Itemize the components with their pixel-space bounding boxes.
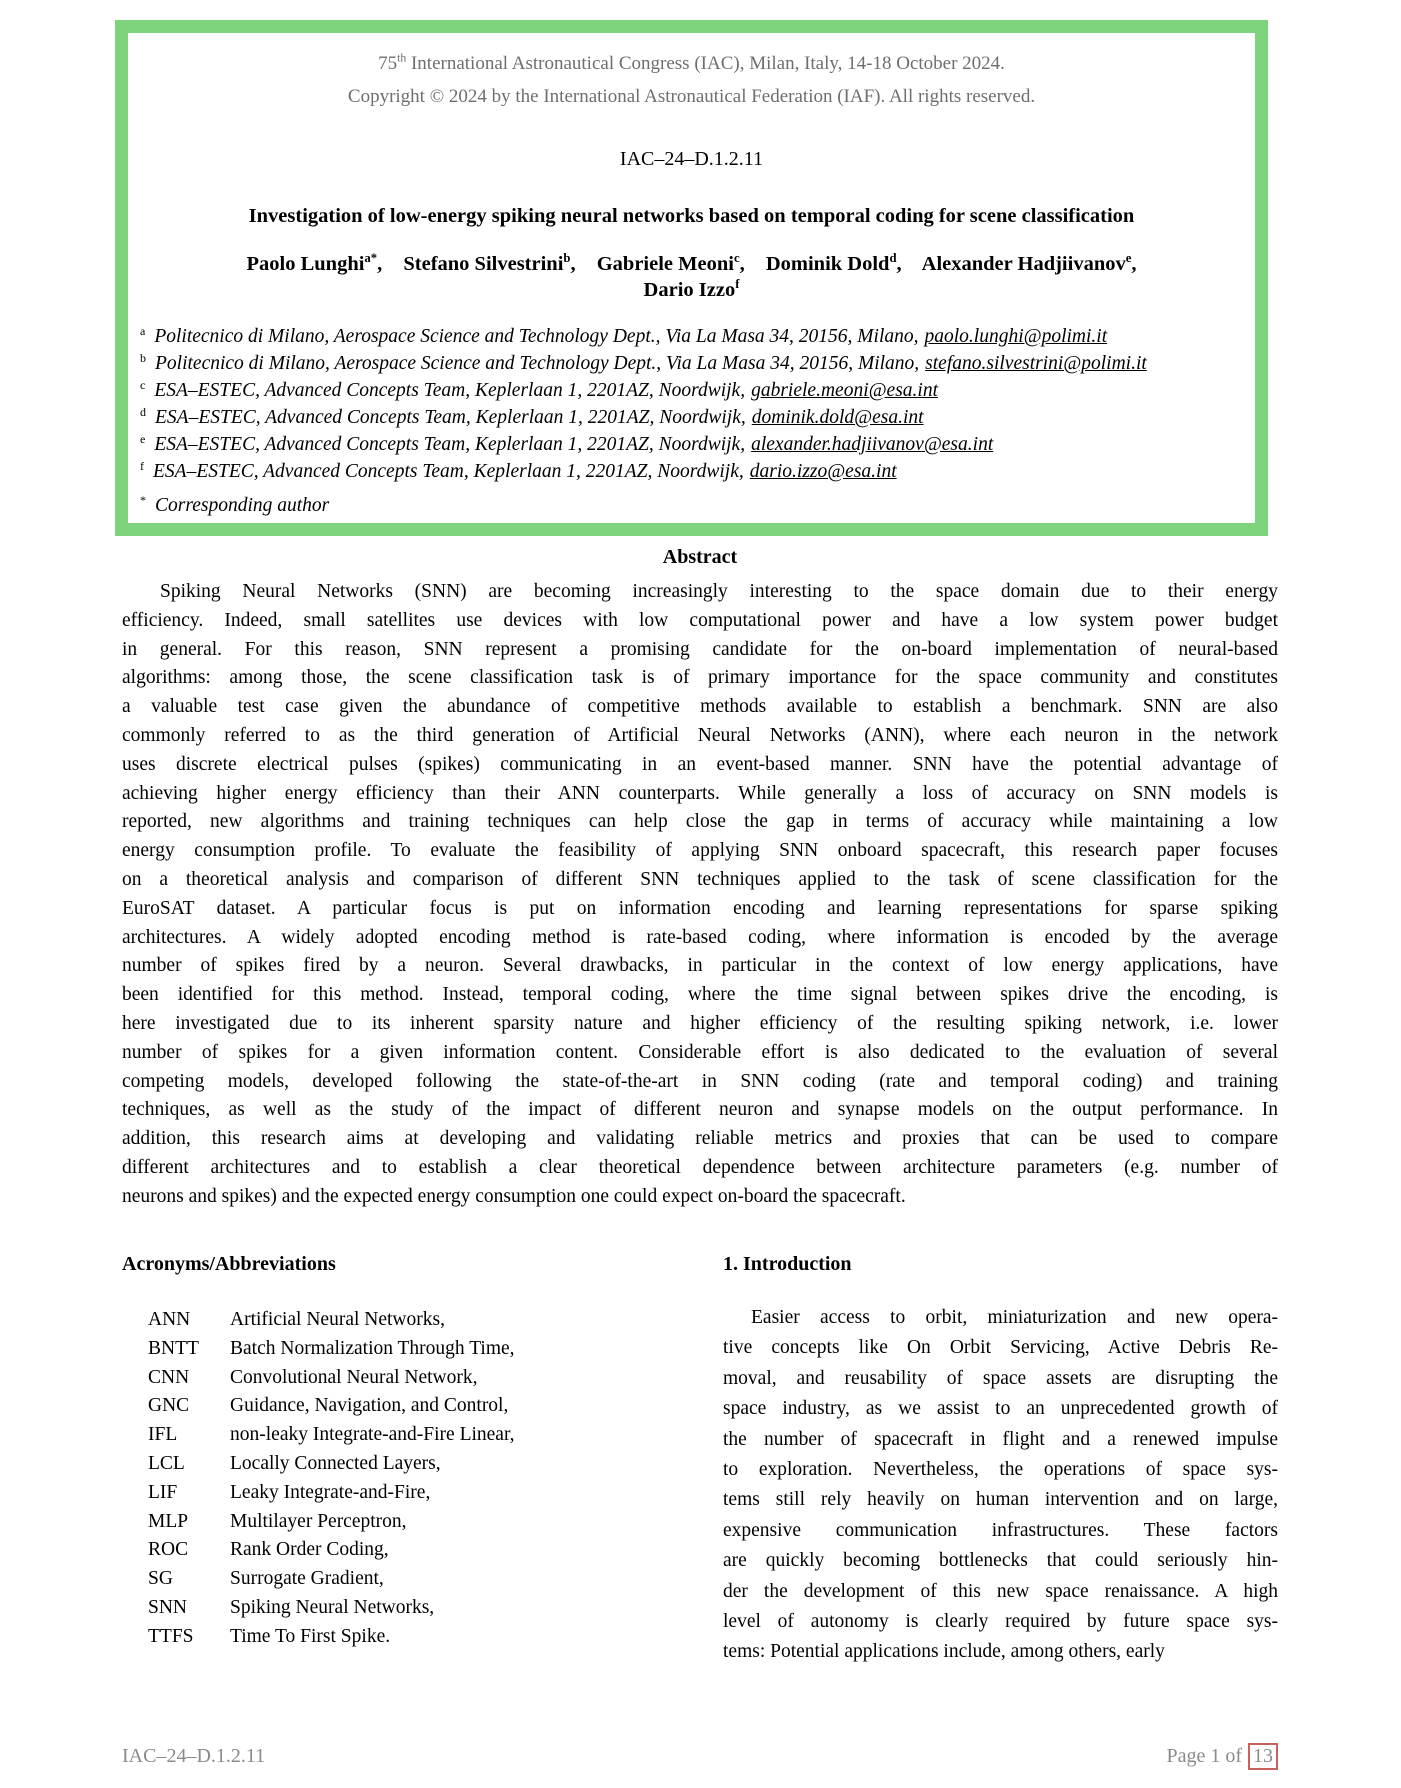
affiliation-text: Politecnico di Milano, Aerospace Science and Technology Dept., Via La Masa 34, 20156, Milano, [155,353,920,374]
affiliation-text: ESA–ESTEC, Advanced Concepts Team, Keplerlaan 1, 2201AZ, Noordwijk, [154,434,746,455]
acronym-abbr: SG [148,1568,173,1590]
affiliation-mark: f [140,458,144,473]
acronym-meaning: Rank Order Coding, [230,1539,389,1561]
acronym-meaning: Spiking Neural Networks, [230,1596,435,1618]
affiliation-text: ESA–ESTEC, Advanced Concepts Team, Keplerlaan 1, 2201AZ, Noordwijk, [155,407,746,428]
abstract-line: number of spikes for a given information content. Considerable effort is also dedicated to the evaluation of several [122,1041,1278,1063]
author-affiliation-sup: e [1125,251,1132,266]
affiliation-mark: b [140,350,146,365]
author [247,253,383,275]
abstract-line: on a theoretical analysis and comparison of different SNN techniques applied to the task of scene classification for the [122,868,1278,890]
acronym-meaning: Leaky Integrate-and-Fire, [230,1481,431,1503]
conference-line-text: International Astronautical Congress (IAC), Milan, Italy, 14-18 October 2024. [406,53,1005,74]
abstract-line: different architectures and to establish a clear theoretical dependence between architecture parameters (e.g. number of [122,1156,1278,1178]
conference-number: 75 [378,53,398,74]
affiliation-line [140,458,1255,485]
acronym-abbr: LIF [148,1481,178,1503]
footer-page-total-link[interactable]: 13 [1248,1743,1278,1770]
acronym-row [148,1306,677,1335]
abstract-line: been identified for this method. Instead, temporal coding, where the time signal between spikes drive the encoding, is [122,984,1278,1006]
acronym-meaning: non-leaky Integrate-and-Fire Linear, [230,1424,515,1446]
introduction-line: level of autonomy is clearly required by future space sys- [723,1611,1278,1633]
abstract-line: EuroSAT dataset. A particular focus is put on information encoding and learning representations for sparse spiking [122,897,1278,919]
header-box [115,20,1268,536]
introduction-line: tems: Potential applications include, among others, early [723,1641,1165,1663]
author-name: Stefano Silvestrini [403,253,564,275]
acronyms-column [122,1253,677,1668]
author-name: Dario Izzo [643,279,736,301]
page-footer [122,1743,1278,1770]
author [766,253,902,275]
acronym-row [148,1565,677,1594]
authors-line-2 [128,279,1255,302]
introduction-line: der the development of this new space renaissance. A high [723,1580,1278,1602]
affiliation-mark: c [140,377,146,392]
author-separator: , [570,253,576,275]
abstract-line: a valuable test case given the abundance of competitive methods available to establish a benchmark. SNN are also [122,696,1278,718]
author-name: Paolo Lunghi [246,253,365,275]
abstract-line: techniques, as well as the study of the impact of different neuron and synapse models on the output performance. In [122,1099,1278,1121]
introduction-line: moval, and reusability of space assets are disrupting the [723,1367,1278,1389]
acronym-row [148,1623,677,1652]
author-name: Dominik Dold [765,253,890,275]
acronym-row [148,1594,677,1623]
author-separator: , [377,253,383,275]
introduction-line: expensive communication infrastructures. These factors [723,1519,1278,1541]
affiliation-email-link[interactable]: dario.izzo@esa.int [749,461,897,482]
corresponding-author-line [140,492,1255,519]
acronyms-heading: Acronyms/Abbreviations [122,1253,336,1275]
conference-ordinal-sup: th [397,51,407,65]
affiliation-email-link[interactable]: paolo.lunghi@polimi.it [924,326,1108,347]
abstract-line: efficiency. Indeed, small satellites use devices with low computational power and have a low system power budget [122,609,1278,631]
abstract-line: uses discrete electrical pulses (spikes) communicating in an event-based manner. SNN have the potential advantage of [122,753,1278,775]
introduction-line: to exploration. Nevertheless, the operations of space sys- [723,1459,1278,1481]
footer-page-label: Page 1 of [1166,1745,1242,1767]
acronym-meaning: Artificial Neural Networks, [230,1309,445,1330]
introduction-line: tems still rely heavily on human intervention and on large, [723,1489,1278,1511]
introduction-heading: 1. Introduction [723,1253,852,1275]
footer-paper-code: IAC–24–D.1.2.11 [122,1745,266,1767]
introduction-line: Easier access to orbit, miniaturization and new opera- [751,1307,1278,1328]
acronym-meaning: Batch Normalization Through Time, [230,1337,515,1359]
acronym-abbr: TTFS [148,1625,194,1647]
affiliation-mark: a [140,323,146,338]
footer-page-indicator [1166,1743,1278,1770]
authors-line-1 [128,253,1255,276]
two-column-section [122,1253,1278,1668]
acronym-meaning: Convolutional Neural Network, [230,1366,478,1388]
author-separator: , [896,253,902,275]
acronyms-list [122,1306,677,1652]
affiliation-text: ESA–ESTEC, Advanced Concepts Team, Keplerlaan 1, 2201AZ, Noordwijk, [153,461,744,482]
introduction-column [723,1253,1278,1668]
author-affiliation-sup: c [733,251,740,266]
acronym-meaning: Time To First Spike. [230,1625,391,1647]
acronym-meaning: Surrogate Gradient, [230,1568,384,1590]
affiliation-email-link[interactable]: dominik.dold@esa.int [751,407,924,428]
corresponding-mark: * [140,492,146,507]
introduction-line: are quickly becoming bottlenecks that could seriously hin- [723,1550,1278,1572]
abstract-line: neurons and spikes) and the expected energy consumption one could expect on-board the spacecraft. [122,1185,906,1207]
abstract-line: here investigated due to its inherent sparsity nature and higher efficiency of the resulting spiking network, i.e. lower [122,1012,1278,1034]
acronym-row [148,1450,677,1479]
abstract-section [122,546,1278,1212]
author-name: Gabriele Meoni [596,253,734,275]
affiliation-line [140,404,1255,431]
affiliation-line [140,323,1255,350]
author [597,253,745,275]
author-affiliation-sup: a* [364,251,378,266]
introduction-line: the number of spacecraft in flight and a renewed impulse [723,1428,1278,1450]
affiliation-mark: d [140,404,146,419]
paper-code: IAC–24–D.1.2.11 [619,148,764,170]
author [644,279,740,301]
abstract-line: commonly referred to as the third generation of Artificial Neural Networks (ANN), where each neuron in the network [122,724,1278,746]
affiliation-email-link[interactable]: gabriele.meoni@esa.int [751,380,939,401]
acronym-row [148,1335,677,1364]
author-name: Alexander Hadjiivanov [921,253,1126,275]
affiliation-email-link[interactable]: stefano.silvestrini@polimi.it [925,353,1147,374]
author-affiliation-sup: f [735,277,740,292]
acronym-abbr: ROC [148,1539,189,1561]
abstract-line: addition, this research aims at developing and validating reliable metrics and proxies that can be used to compare [122,1128,1278,1150]
paper-title: Investigation of low-energy spiking neural networks based on temporal coding for scene classification [248,205,1135,227]
abstract-line: reported, new algorithms and training techniques can help close the gap in terms of accuracy while maintaining a low [122,811,1278,833]
corresponding-text: Corresponding author [155,495,330,516]
acronym-meaning: Locally Connected Layers, [230,1452,441,1474]
affiliation-text: Politecnico di Milano, Aerospace Science and Technology Dept., Via La Masa 34, 20156, Milano, [154,326,919,347]
affiliation-line [140,431,1255,458]
acronym-row [148,1421,677,1450]
acronym-meaning: Guidance, Navigation, and Control, [230,1395,509,1417]
abstract-line: in general. For this reason, SNN represent a promising candidate for the on-board implementation of neural-based [122,638,1278,660]
abstract-heading: Abstract [662,546,738,568]
copyright-line: Copyright © 2024 by the International Astronautical Federation (IAF). All rights reserved. [347,86,1036,107]
introduction-line: space industry, as we assist to an unprecedented growth of [723,1398,1278,1420]
affiliation-mark: e [140,431,146,446]
author [922,253,1137,275]
acronym-row [148,1479,677,1508]
author-affiliation-sup: d [889,251,897,266]
abstract-line: energy consumption profile. To evaluate the feasibility of applying SNN onboard spacecraft, this research paper focuses [122,840,1278,862]
acronym-row [148,1392,677,1421]
acronym-row [148,1364,677,1393]
conference-line [128,53,1255,75]
acronym-abbr: MLP [148,1510,189,1532]
affiliations-list [128,323,1255,485]
abstract-line: number of spikes fired by a neuron. Several drawbacks, in particular in the context of low energy applications, have [122,955,1278,977]
affiliation-text: ESA–ESTEC, Advanced Concepts Team, Keplerlaan 1, 2201AZ, Noordwijk, [154,380,746,401]
acronym-abbr: CNN [148,1366,190,1388]
affiliation-line [140,377,1255,404]
introduction-text [723,1303,1278,1668]
author-separator: , [1131,253,1137,275]
acronym-abbr: ANN [148,1309,191,1330]
abstract-text [122,578,1278,1212]
abstract-line: achieving higher energy efficiency than their ANN counterparts. While generally a loss of accuracy on SNN models is [122,782,1278,804]
abstract-line: algorithms: among those, the scene classification task is of primary importance for the space community and constitutes [122,667,1278,689]
acronym-abbr: LCL [148,1452,185,1474]
author-affiliation-sup: b [563,251,571,266]
abstract-line: Spiking Neural Networks (SNN) are becoming increasingly interesting to the space domain due to their energy [160,581,1278,602]
affiliation-email-link[interactable]: alexander.hadjiivanov@esa.int [751,434,994,455]
acronym-row [148,1508,677,1537]
affiliation-line [140,350,1255,377]
acronym-row [148,1536,677,1565]
author [403,253,575,275]
acronym-abbr: SNN [148,1596,188,1618]
introduction-line: tive concepts like On Orbit Servicing, Active Debris Re- [723,1337,1278,1359]
abstract-line: competing models, developed following the state-of-the-art in SNN coding (rate and temporal coding) and training [122,1070,1278,1092]
acronym-meaning: Multilayer Perceptron, [230,1510,407,1532]
abstract-line: architectures. A widely adopted encoding method is rate-based coding, where information is encoded by the average [122,926,1278,948]
author-separator: , [739,253,745,275]
acronym-abbr: IFL [148,1424,178,1446]
acronym-abbr: GNC [148,1395,190,1417]
acronym-abbr: BNTT [148,1337,199,1359]
